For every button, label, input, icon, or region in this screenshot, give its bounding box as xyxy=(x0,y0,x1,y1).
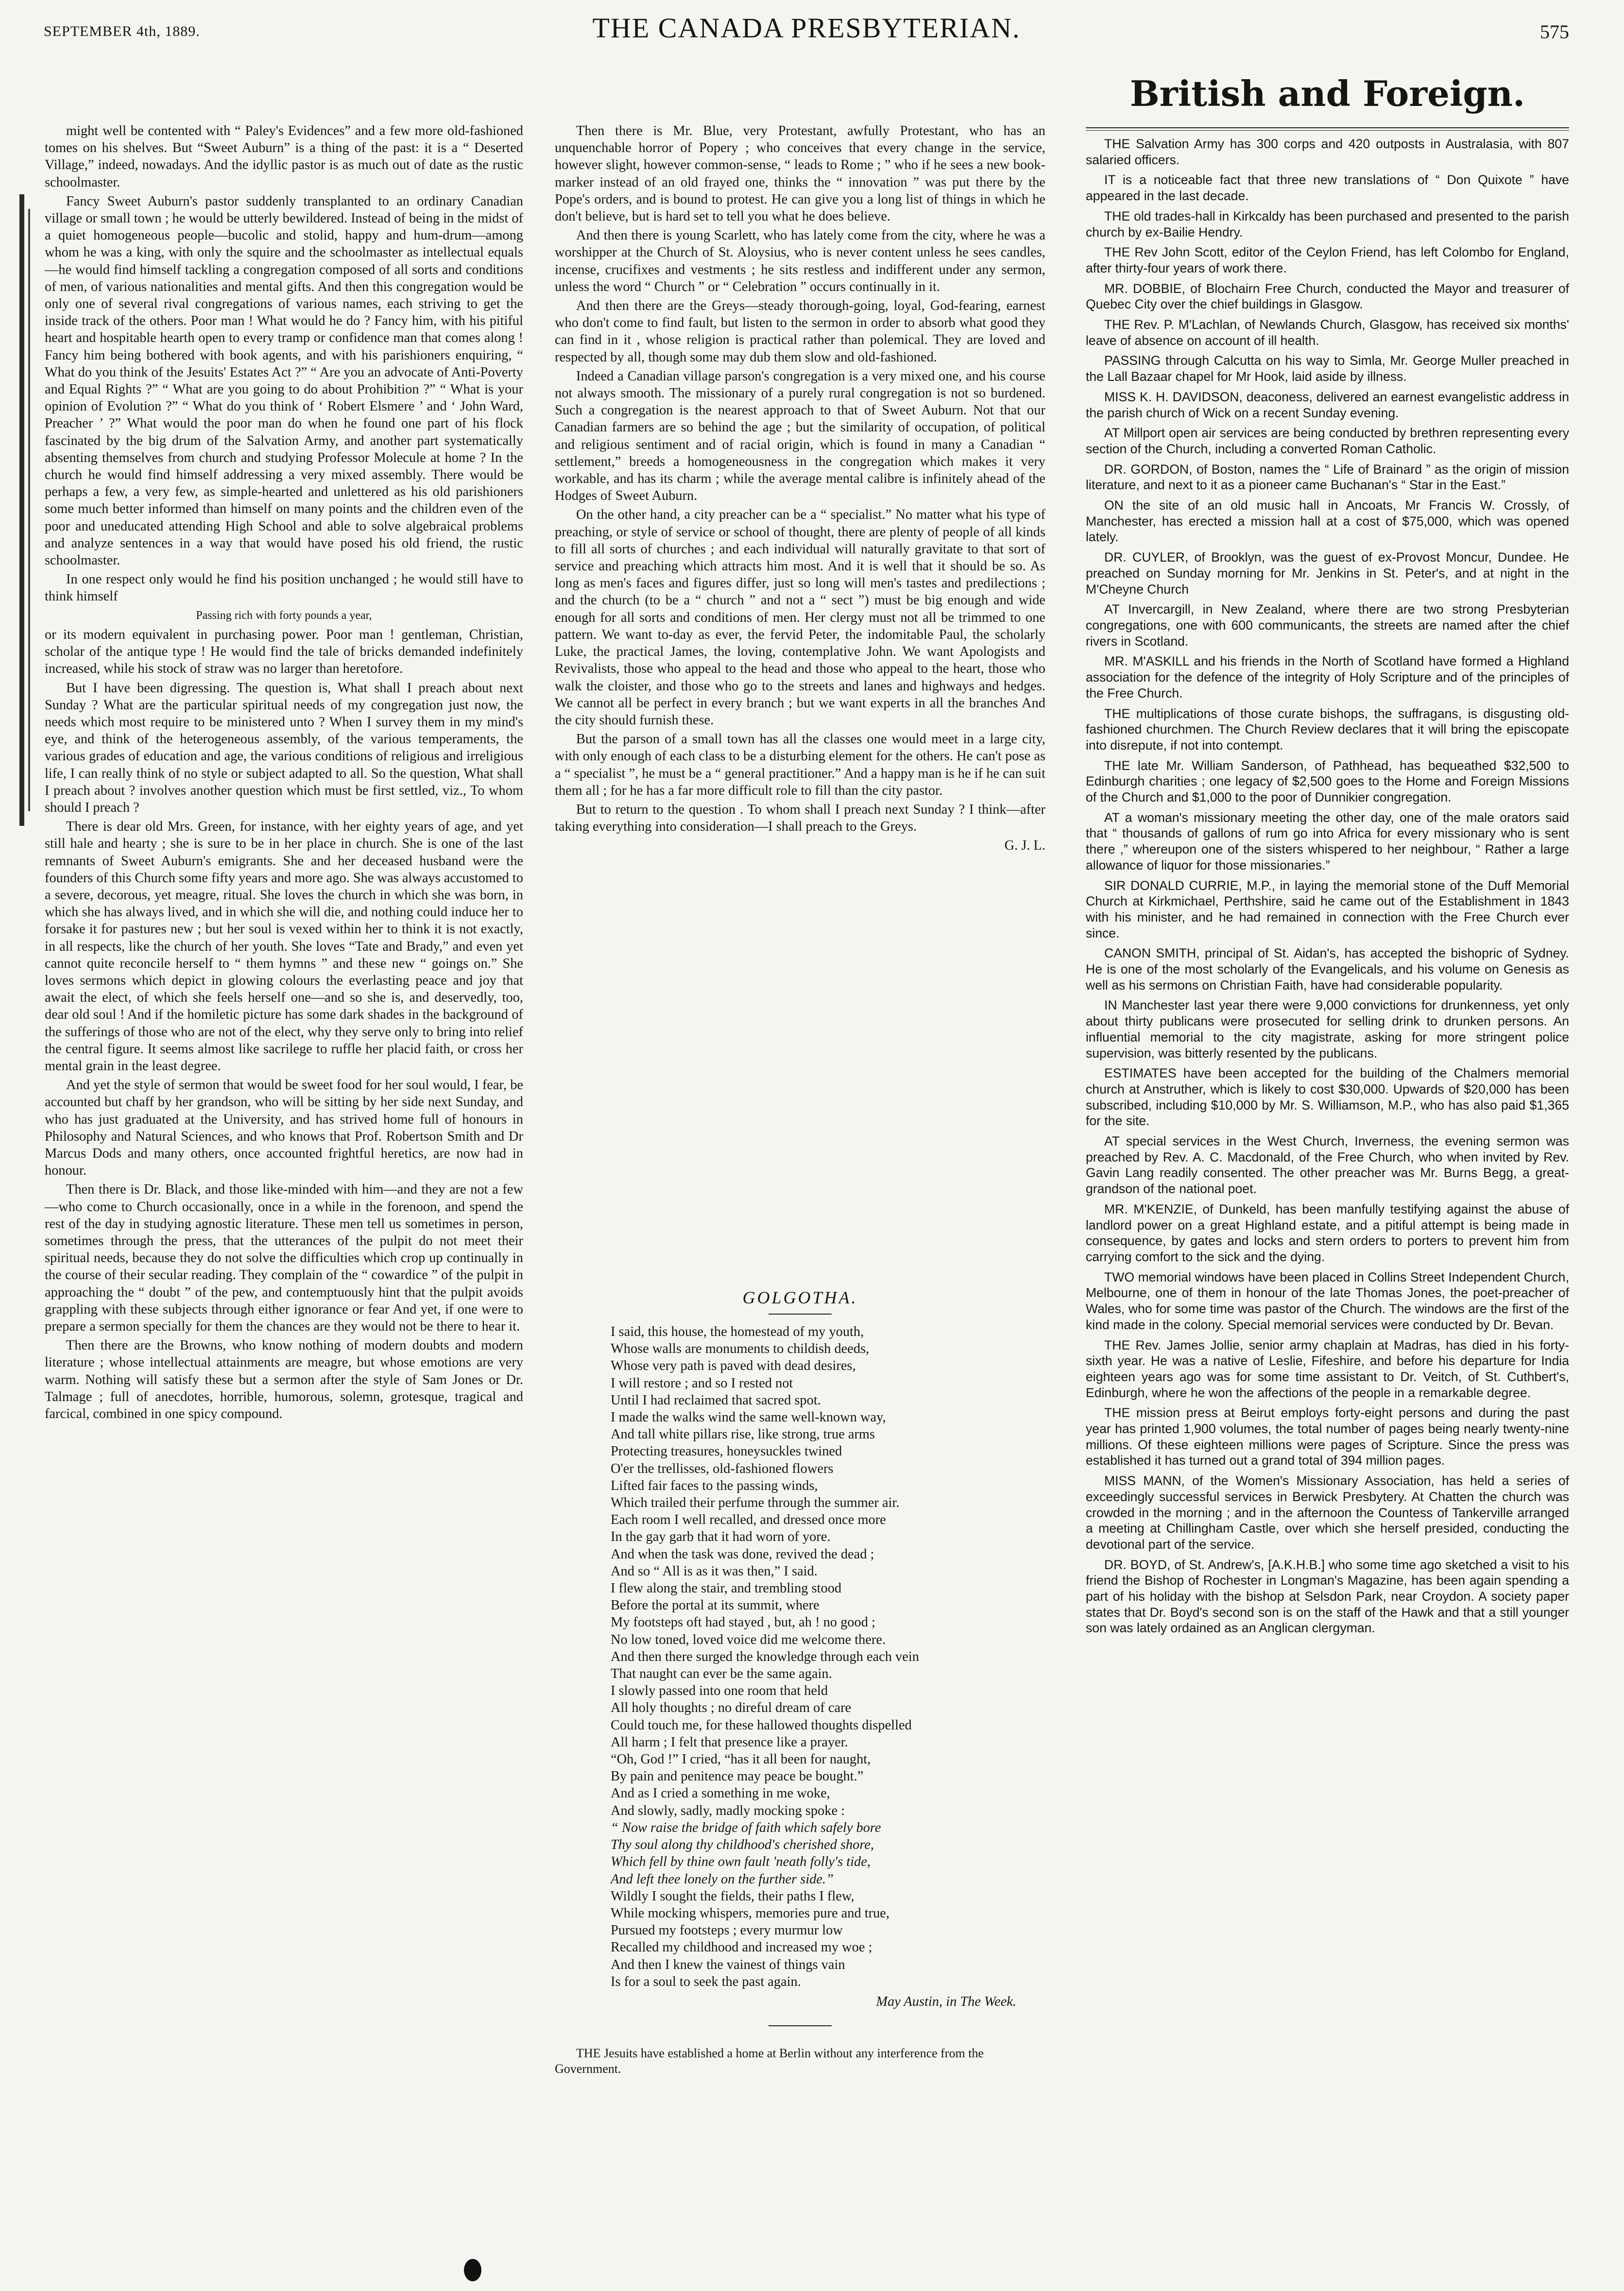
poem-line: “Oh, God !” I cried, “has it all been for naught, xyxy=(611,1752,871,1767)
news-item: THE mission press at Beirut employs forty-eight persons and during the past year has printed 1,900 volumes, the total number of pages being nearly twenty-nine millions. Of these eighteen millions were pages of Scripture. Since the press was established it has turned out a grand total of 394 million pages. xyxy=(1086,1405,1569,1468)
news-item: THE multiplications of those curate bishops, the suffragans, is disgusting old-fashioned churchmen. The Church Review declares that it will bring the episcopate into disrepute, if not into contempt. xyxy=(1086,706,1569,752)
paragraph: And then there are the Greys—steady thorough-going, loyal, God-fearing, earnest who don't come to find fault, but listen to the sermon in order to absorb what good they can find in it , whose religion is practical rather than polemical. They are loved and respected by all, though some may dub them slow and old-fashioned. xyxy=(555,298,1045,365)
poem-line: While mocking whispers, memories pure and true, xyxy=(611,1905,889,1921)
scan-edge-mark xyxy=(28,209,30,811)
poem xyxy=(555,1287,1045,2077)
poem-line: Whose very path is paved with dead desires, xyxy=(611,1358,856,1374)
poem-attribution: May Austin, in The Week. xyxy=(876,1994,1016,2009)
poem-line: Before the portal at its summit, where xyxy=(611,1598,820,1613)
news-item: MR. M'ASKILL and his friends in the North of Scotland have formed a Highland association for the defence of the integrity of Holy Scripture and of the principles of the Free Church. xyxy=(1086,654,1569,701)
poem-title: GOLGOTHA. xyxy=(742,1288,858,1307)
poem-lines xyxy=(555,1323,1045,1990)
poem-line: Thy soul along thy childhood's cherished shore, xyxy=(611,1837,874,1853)
divider xyxy=(1086,127,1569,131)
news-item: SIR DONALD CURRIE, M.P., in laying the memorial stone of the Duff Memorial Church at Kirkmichael, Perthshire, said he came out of the Establishment in 1843 with his minister, and he had remained in connection with the Free Church ever since. xyxy=(1086,878,1569,940)
news-item: PASSING through Calcutta on his way to Simla, Mr. George Muller preached in the Lall Bazaar chapel for Mr Hook, laid aside by illness. xyxy=(1086,353,1569,384)
news-item: AT Millport open air services are being conducted by brethren representing every section of the Church, including a converted Roman Catholic. xyxy=(1086,426,1569,456)
paragraph: On the other hand, a city preacher can be a “ specialist.” No matter what his type of preaching, or style of service or school of thought, there are plenty of people of all kinds to fill all sorts of churches ; and each individual will naturally gravitate to that sort of service and preaching which attracts him most. And it is well that it should be so. As long as men's faces and figures differ, just so long will men's tastes and predilections ; and the church (to be a “ church ” and not a “ sect ”) must be big enough and wide enough for all sorts and conditions of men. Her clergy must not all be trimmed to one pattern. We want to-day as ever, the fervid Peter, the indomitable Paul, the scholarly Luke, the practical James, the loving, contemplative John. We want Apologists and Revivalists, those who appeal to the head and those who appeal to the heart, those who walk the cloister, and those who go to the streets and lanes and highways and hedges. We cannot all be perfect in every branch ; but we want experts in all the branches And the city should furnish these. xyxy=(555,507,1045,728)
paragraph: Then there is Dr. Black, and those like-minded with him—and they are not a few—who come to Church occasionally, once in a while in the forenoon, and spend the rest of the day in studying agnostic literature. These men tell us sometimes in person, sometimes through the press, that the utterances of the pulpit do not meet their spiritual needs, because they do not solve the difficulties which crop up continually in the course of their secular reading. They complain of the “ cowardice ” of the pulpit in approaching the “ doubt ” of the pew, and contemptuously hint that the pulpit avoids grappling with these subjects through either ignorance or fear And yet, if one were to prepare a sermon specially for them the chances are they would not be there to hear it. xyxy=(45,1182,523,1334)
poem-line: Until I had reclaimed that sacred spot. xyxy=(611,1392,821,1408)
news-item: THE Rev. P. M'Lachlan, of Newlands Church, Glasgow, has received six months' leave of absence on account of ill health. xyxy=(1086,317,1569,348)
poem-line: O'er the trellisses, old-fashioned flowers xyxy=(611,1461,834,1476)
newspaper-title: THE CANADA PRESBYTERIAN. xyxy=(592,12,1021,44)
paragraph: Then there are the Browns, who know nothing of modern doubts and modern literature ; whose intellectual attainments are meagre, but whose emotions are very warm. Nothing will satisfy these but a sermon after the style of Sam Jones or Dr. Talmage ; full of anecdotes, horrible, humorous, solemn, grotesque, tragical and farcical, combined in one spicy compound. xyxy=(45,1338,523,1422)
news-item: MR. M'KENZIE, of Dunkeld, has been manfully testifying against the abuse of landlord power on a great Highland estate, and a pitiful attempt is being made in consequence, by gates and locks and stern orders to porters to prevent him from carrying comfort to the sick and the dying. xyxy=(1086,1201,1569,1264)
news-item: DR. GORDON, of Boston, names the “ Life of Brainard ” as the origin of mission literature, and next to it as a pioneer came Buchanan's “ Star in the East.” xyxy=(1086,462,1569,493)
news-item: DR. CUYLER, of Brooklyn, was the guest of ex-Provost Moncur, Dundee. He preached on Sunday morning for Mr. Jenkins in St. Peter's, and at night in the M'Cheyne Church xyxy=(1086,550,1569,597)
poem-line: In the gay garb that it had worn of yore. xyxy=(611,1529,831,1545)
paragraph: Fancy Sweet Auburn's pastor suddenly transplanted to an ordinary Canadian village or small town ; he would be utterly bewildered. Instead of being in the midst of a quiet homogeneous people—bucolic and stolid, happy and hum-drum—among whom he was a king, with only the squire and the schoolmaster as intellectual equals—he would find himself tackling a congregation composed of all sorts and conditions of men, of various nationalities and mental gifts. And then this congregation would be only one of several rival congregations of various names, each striving to get the inside track of the others. Poor man ! What would he do ? Fancy him, with his pitiful heart and hospitable hearth open to every tramp or confidence man that comes along ! Fancy him being bothered with book agents, and with his parishioners enquiring, “ What do you think of the Jesuits' Estates Act ?” “ Are you an advocate of Anti-Poverty and Equal Rights ?” “ What are you going to do about Prohibition ?” “ What is your opinion of Evolution ?” “ What do you think of ‘ Robert Elsmere ’ and ‘ John Ward, Preacher ’ ?” What would the poor man do when he found one part of his flock fascinated by the big drum of the Salvation Army, and another part systematically absenting themselves from church and studying Professor Molecule at home ? In the church he would find himself addressing a very mixed assembly. There would be perhaps a few, a very few, as simple-hearted and unlettered as his old parishioners some much better informed than himself on many points and the children even of the poor and uneducated attending High School and able to solve algebraical problems and analyze sentences in a way that would have posed his old friend, the rustic schoolmaster. xyxy=(45,193,523,568)
poem-line: Each room I well recalled, and dressed once more xyxy=(611,1512,886,1528)
verse-quote: Passing rich with forty pounds a year, xyxy=(196,609,372,622)
poem-line: Could touch me, for these hallowed thoughts dispelled xyxy=(611,1717,912,1733)
news-item: THE late Mr. William Sanderson, of Pathhead, has bequeathed $32,500 to Edinburgh charities ; one legacy of $2,500 goes to the Home and Foreign Missions of the Church and $1,000 to the poor of Dunnikier congregation. xyxy=(1086,758,1569,805)
paragraph: But to return to the question . To whom shall I preach next Sunday ? I think—after taking everything into consideration—I shall preach to the Greys. xyxy=(555,802,1045,835)
section-heading: British and Foreign. xyxy=(1129,73,1525,114)
poem-line: And then there surged the knowledge through each vein xyxy=(611,1649,919,1664)
news-item: THE old trades-hall in Kirkcaldy has been purchased and presented to the parish church by ex-Bailie Hendry. xyxy=(1086,208,1569,239)
poem-line: And so “ All is as it was then,” I said. xyxy=(611,1563,818,1579)
poem-line: And left thee lonely on the further side.” xyxy=(611,1871,834,1887)
poem-line: I made the walks wind the same well-known way, xyxy=(611,1410,886,1425)
poem-line: And as I cried a something in me woke, xyxy=(611,1786,830,1801)
news-column xyxy=(1086,136,1569,1641)
news-item: ON the site of an old music hall in Ancoats, Mr Francis W. Crossly, of Manchester, has erected a mission hall at a cost of $75,000, which was opened lately. xyxy=(1086,498,1569,545)
poem-line: And when the task was done, revived the dead ; xyxy=(611,1546,874,1562)
paragraph: But I have been digressing. The question is, What shall I preach about next Sunday ? What are the particular spiritual needs of my congregation just now, the needs which most require to be ministered unto ? When I survey them in my mind's eye, and think of the heterogeneous assembly, of the various temperaments, the various grades of education and age, the various conditions of religious and irreligious life, I can really think of no style or subject adapted to all. So the question, What shall I preach about ? involves another question which must be first settled, viz., To whom should I preach ? xyxy=(45,680,523,815)
news-item: IN Manchester last year there were 9,000 convictions for drunkenness, yet only about thirty publicans were prosecuted for selling drink to drunken persons. An influential memorial to the city magistrate, asking for more stringent police supervision, was bitterly resented by the publicans. xyxy=(1086,998,1569,1060)
poem-line: Wildly I sought the fields, their paths I flew, xyxy=(611,1888,855,1904)
page-number: 575 xyxy=(1540,21,1569,43)
poem-line: By pain and penitence may peace be bought.” xyxy=(611,1769,864,1784)
paragraph: In one respect only would he find his position unchanged ; he would still have to think himself xyxy=(45,572,523,604)
divider xyxy=(769,1314,832,1315)
scan-edge-mark xyxy=(19,194,24,826)
news-item: AT a woman's missionary meeting the other day, one of the male orators said that “ thousands of gallons of rum go into Africa for every missionary who is sent there ,” whereupon one of the sisters whispered to her neighbour, “ Rather a large allowance of liquor for those missionaries.” xyxy=(1086,810,1569,872)
poem-line: I said, this house, the homestead of my youth, xyxy=(611,1324,864,1339)
poem-line: “ Now raise the bridge of faith which safely bore xyxy=(611,1820,881,1835)
poem-line: Which trailed their perfume through the summer air. xyxy=(611,1495,900,1511)
paragraph: Indeed a Canadian village parson's congregation is a very mixed one, and his course not always smooth. The missionary of a purely rural congregation is not so burdened. Such a congregation is the nearest approach to that of Sweet Auburn. Not that our Canadian farmers are so behind the age ; but the similarity of occupation, of political and religious sentiment and of racial origin, which is found in many a Canadian “ settlement,” breeds a homogeneousness in the congregation which makes it very workable, and has its charm ; while the average mental calibre is infinitely ahead of the Hodges of Sweet Auburn. xyxy=(555,368,1045,504)
news-item: THE Rev. James Jollie, senior army chaplain at Madras, has died in his forty-sixth year. He was a native of Leslie, Fifeshire, and before his departure for India eighteen years ago was for some time assistant to Dr. Veitch, of St. Cuthbert's, Edinburgh, where he won the affections of the people in a remarkable degree. xyxy=(1086,1337,1569,1400)
poem-line: Protecting treasures, honeysuckles twined xyxy=(611,1444,842,1459)
poem-line: And then I knew the vainest of things vain xyxy=(611,1957,845,1972)
poem-line: Whose walls are monuments to childish deeds, xyxy=(611,1341,870,1357)
poem-line: Pursued my footsteps ; every murmur low xyxy=(611,1923,843,1938)
poem-line: I slowly passed into one room that held xyxy=(611,1683,828,1699)
poem-line: I flew along the stair, and trembling stood xyxy=(611,1581,842,1596)
paragraph: But the parson of a small town has all the classes one would meet in a large city, with only enough of each class to be a disturbing element for the others. He can't pose as a “ specialist ”, he must be a “ general practitioner.” And a happy man is he if he can suit them all ; for he has a far more difficult role to fill than the city pastor. xyxy=(555,732,1045,798)
poem-line: Lifted fair faces to the passing winds, xyxy=(611,1478,818,1493)
news-item: CANON SMITH, principal of St. Aidan's, has accepted the bishopric of Sydney. He is one of the most scholarly of the Evangelicals, and his volume on Genesis as well as his sermons on Christian Faith, have had considerable popularity. xyxy=(1086,946,1569,992)
paragraph: And then there is young Scarlett, who has lately come from the city, where he was a worshipper at the Church of St. Aloysius, who is never content unless he sees candles, incense, crucifixes and vestments ; he sits restless and indifferent under any sermon, unless the word “ Church ” or “ Celebration ” occurs continually in it. xyxy=(555,228,1045,294)
article-column-1 xyxy=(45,122,523,1424)
poem-line: And tall white pillars rise, like strong, true arms xyxy=(611,1427,875,1442)
article-column-2 xyxy=(555,122,1045,855)
ink-blot xyxy=(464,2259,481,2281)
divider xyxy=(769,2025,832,2026)
news-item: ESTIMATES have been accepted for the building of the Chalmers memorial church at Anstruther, which is likely to cost $30,000. Upwards of $20,000 has been subscribed, including $10,000 by Mr. S. Williamson, M.P., who has also paid $1,365 for the site. xyxy=(1086,1066,1569,1128)
poem-line: And slowly, sadly, madly mocking spoke : xyxy=(611,1803,845,1818)
page-header xyxy=(44,11,1569,64)
paragraph: or its modern equivalent in purchasing power. Poor man ! gentleman, Christian, scholar of the antique type ! He would find the tale of bricks demanded indefinitely increased, while his stock of straw was no larger than heretofore. xyxy=(45,627,523,677)
poem-line: Which fell by thine own fault 'neath folly's tide, xyxy=(611,1854,871,1870)
poem-line: Recalled my childhood and increased my woe ; xyxy=(611,1940,872,1955)
news-item: AT Invercargill, in New Zealand, where there are two strong Presbyterian congregations, one with 600 communicants, the streets are named after the chief rivers in Scotland. xyxy=(1086,602,1569,649)
author-signature: G. J. L. xyxy=(1004,838,1045,854)
news-item: MISS K. H. DAVIDSON, deaconess, delivered an earnest evangelistic address in the parish church of Wick on a recent Sunday evening. xyxy=(1086,389,1569,420)
news-item: AT special services in the West Church, Inverness, the evening sermon was preached by Rev. A. C. Macdonald, of the Free Church, who when invited by Rev. Gavin Lang readily consented. The other preacher was Mr. Burns Begg, a great-grandson of the national poet. xyxy=(1086,1134,1569,1197)
issue-date: SEPTEMBER 4th, 1889. xyxy=(44,23,200,39)
paragraph: Then there is Mr. Blue, very Protestant, awfully Protestant, who has an unquenchable horror of Popery ; who conceives that every change in the service, however slight, however common-sense, “ leads to Rome ; ” who if he sees a new book-marker instead of an old frayed one, thinks the “ innovation ” was put there by the Pope's orders, and is bound to protest. He can give you a long list of things in which he don't believe, but is hard set to tell you what he does believe. xyxy=(555,123,1045,224)
news-item: THE Jesuits have established a home at Berlin without any interference from the Government. xyxy=(555,2046,984,2076)
paragraph: might well be contented with “ Paley's Evidences” and a few more old-fashioned tomes on his shelves. But “Sweet Auburn” is a thing of the past: it is a “ Deserted Village,” indeed, nowadays. And the idyllic pastor is as much out of date as the rustic schoolmaster. xyxy=(45,123,523,190)
news-item: IT is a noticeable fact that three new translations of “ Don Quixote ” have appeared in the last decade. xyxy=(1086,172,1569,204)
poem-line: That naught can ever be the same again. xyxy=(611,1666,832,1682)
poem-line: All harm ; I felt that presence like a prayer. xyxy=(611,1734,848,1750)
poem-line: All holy thoughts ; no direful dream of care xyxy=(611,1700,852,1716)
news-item: DR. BOYD, of St. Andrew's, [A.K.H.B.] who some time ago sketched a visit to his friend the Bishop of Rochester in Longman's Magazine, has been again spending a part of his holiday with the bishop at Selsdon Park, near Croydon. A society paper states that Dr. Boyd's second son is on the staff of the Hawk and that a still younger son was lately ordained as an Anglican clergyman. xyxy=(1086,1557,1569,1636)
poem-line: My footsteps oft had stayed , but, ah ! no good ; xyxy=(611,1615,875,1630)
news-item: THE Rev John Scott, editor of the Ceylon Friend, has left Colombo for England, after thirty-four years of work there. xyxy=(1086,245,1569,275)
news-item: THE Salvation Army has 300 corps and 420 outposts in Australasia, with 807 salaried officers. xyxy=(1086,137,1569,167)
paragraph: There is dear old Mrs. Green, for instance, with her eighty years of age, and yet still hale and hearty ; she is sure to be in her place in church. She is one of the last remnants of Sweet Auburn's emigrants. She and her deceased husband were the founders of this Church some fifty years and more ago. She was always accustomed to a severe, decorous, yet meagre, ritual. She loves the church in which she was born, in which she has always lived, and in which she will die, and nothing could induce her to forsake it for pastures new ; but her soul is vexed within her to think it is not exactly, in all respects, like the church of her youth. She loves “Tate and Brady,” and even yet cannot quite reconcile herself to “ them hymns ” and these new “ goings on.” She loves sermons which depict in glowing colours the everlasting peace and joy that await the elect, of which she feels herself one—and so she is, and deservedly, too, dear old soul ! And if the homiletic picture has some dark shades in the background of the sufferings of those who are not of the elect, why they serve only to bring into relief the central figure. It seems almost like sacrilege to ruffle her placid faith, or cross her mental grain in the least degree. xyxy=(45,819,523,1074)
poem-line: Is for a soul to seek the past again. xyxy=(611,1974,801,1989)
poem-line: No low toned, loved voice did me welcome there. xyxy=(611,1632,886,1647)
news-item: MISS MANN, of the Women's Missionary Association, has held a series of exceedingly successful services in Berwick Presbytery. At Chatten the church was crowded in the morning ; and in the afternoon the Countess of Tankerville arranged a meeting at Chillingham Castle, over which she herself presided, conducting the devotional part of the service. xyxy=(1086,1473,1569,1552)
news-item: MR. DOBBIE, of Blochairn Free Church, conducted the Mayor and treasurer of Quebec City over the chief buildings in Glasgow. xyxy=(1086,281,1569,312)
news-item: TWO memorial windows have been placed in Collins Street Independent Church, Melbourne, one of them in honour of the late Thomas Jones, the poet-preacher of Wales, who for some time was pastor of the Church. The windows are the first of the kind made in the colony. Special memorial services were conducted by Dr. Bevan. xyxy=(1086,1269,1569,1332)
paragraph: And yet the style of sermon that would be sweet food for her soul would, I fear, be accounted but chaff by her grandson, who will be sitting by her side next Sunday, and who has just graduated at the University, and has strived home full of honours in Philosophy and Natural Sciences, and who knows that Prof. Robertson Smith and Dr Marcus Dods and many others, once accounted frightful heretics, are now had in honour. xyxy=(45,1077,523,1179)
poem-line: I will restore ; and so I rested not xyxy=(611,1375,793,1391)
